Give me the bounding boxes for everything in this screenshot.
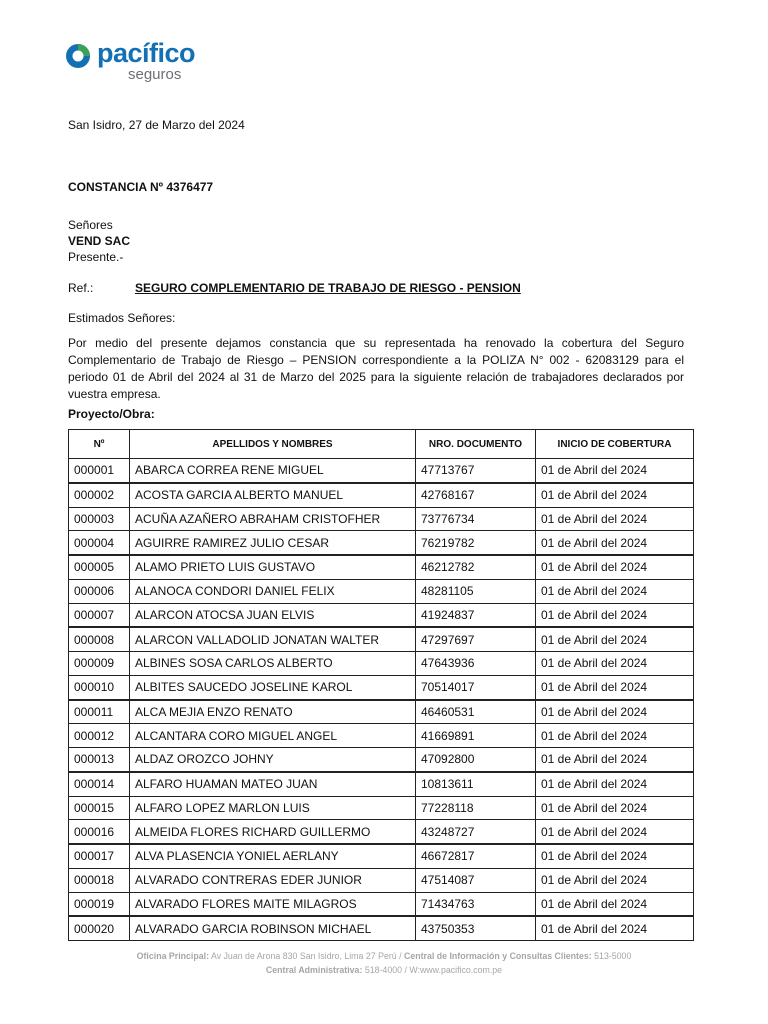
table-row	[69, 603, 694, 627]
presente: Presente.-	[68, 250, 124, 264]
cell-number: 000004	[69, 531, 130, 555]
table-row	[69, 579, 694, 603]
cell-coverage-start: 01 de Abril del 2024	[536, 531, 694, 555]
table-row	[69, 459, 694, 483]
cell-coverage-start: 01 de Abril del 2024	[536, 724, 694, 748]
header-document: NRO. DOCUMENTO	[416, 430, 536, 459]
cell-name: ALANOCA CONDORI DANIEL FELIX	[130, 579, 416, 603]
cell-coverage-start: 01 de Abril del 2024	[536, 579, 694, 603]
footer-website-link[interactable]: www.pacifico.com.pe	[419, 965, 503, 975]
cell-number: 000008	[69, 627, 130, 651]
cell-document: 10813611	[416, 772, 536, 796]
cell-document: 70514017	[416, 675, 536, 699]
table-row	[69, 820, 694, 844]
cell-coverage-start: 01 de Abril del 2024	[536, 892, 694, 916]
cell-document: 47297697	[416, 627, 536, 651]
cell-number: 000005	[69, 555, 130, 579]
cell-document: 46672817	[416, 844, 536, 868]
cell-name: ALVARADO CONTRERAS EDER JUNIOR	[130, 868, 416, 892]
logo-subtitle: seguros	[128, 66, 182, 83]
cell-name: ALBITES SAUCEDO JOSELINE KAROL	[130, 675, 416, 699]
cell-document: 76219782	[416, 531, 536, 555]
cell-number: 000011	[69, 700, 130, 724]
cell-coverage-start: 01 de Abril del 2024	[536, 700, 694, 724]
cell-coverage-start: 01 de Abril del 2024	[536, 916, 694, 940]
cell-number: 000003	[69, 507, 130, 531]
footer-admin-label: Central Administrativa:	[265, 965, 363, 975]
cell-document: 47092800	[416, 748, 536, 772]
cell-document: 47713767	[416, 459, 536, 483]
cell-number: 000007	[69, 603, 130, 627]
cell-number: 000017	[69, 844, 130, 868]
cell-document: 48281105	[416, 579, 536, 603]
footer-info-label: Central de Información y Consultas Clientes:	[404, 951, 592, 961]
table-row	[69, 748, 694, 772]
footer-office-label: Oficina Principal:	[136, 951, 210, 961]
cell-number: 000020	[69, 916, 130, 940]
cell-coverage-start: 01 de Abril del 2024	[536, 459, 694, 483]
header-coverage-start: INICIO DE COBERTURA	[536, 430, 694, 459]
cell-name: ALCANTARA CORO MIGUEL ANGEL	[130, 724, 416, 748]
cell-name: ALVARADO GARCIA ROBINSON MICHAEL	[130, 916, 416, 940]
table-row	[69, 483, 694, 507]
table-row	[69, 627, 694, 651]
header-number: Nº	[69, 430, 130, 459]
project-label: Proyecto/Obra:	[68, 407, 155, 421]
table-row	[69, 531, 694, 555]
cell-coverage-start: 01 de Abril del 2024	[536, 603, 694, 627]
cell-number: 000001	[69, 459, 130, 483]
table-row	[69, 700, 694, 724]
cell-number: 000013	[69, 748, 130, 772]
cell-number: 000012	[69, 724, 130, 748]
cell-document: 77228118	[416, 796, 536, 820]
cell-name: AGUIRRE RAMIREZ JULIO CESAR	[130, 531, 416, 555]
table-row	[69, 796, 694, 820]
cell-name: ALCA MEJIA ENZO RENATO	[130, 700, 416, 724]
cell-coverage-start: 01 de Abril del 2024	[536, 796, 694, 820]
cell-coverage-start: 01 de Abril del 2024	[536, 627, 694, 651]
recipient-name: VEND SAC	[68, 234, 131, 248]
cell-document: 43750353	[416, 916, 536, 940]
header-names: APELLIDOS Y NOMBRES	[130, 430, 416, 459]
workers-table	[68, 429, 694, 941]
cell-number: 000006	[69, 579, 130, 603]
cell-name: ALVARADO FLORES MAITE MILAGROS	[130, 892, 416, 916]
cell-number: 000014	[69, 772, 130, 796]
logo-wordmark: pacífico	[97, 38, 196, 68]
cell-document: 73776734	[416, 507, 536, 531]
ref-label: Ref.:	[68, 281, 94, 295]
cell-name: ALFARO HUAMAN MATEO JUAN	[130, 772, 416, 796]
cell-number: 000009	[69, 652, 130, 676]
table-row	[69, 652, 694, 676]
cell-name: ACUÑA AZAÑERO ABRAHAM CRISTOFHER	[130, 507, 416, 531]
footer-info-phone: 513-5000	[594, 951, 632, 961]
cell-document: 42768167	[416, 483, 536, 507]
cell-document: 43248727	[416, 820, 536, 844]
cell-number: 000016	[69, 820, 130, 844]
cell-name: ALMEIDA FLORES RICHARD GUILLERMO	[130, 820, 416, 844]
cell-document: 46460531	[416, 700, 536, 724]
cell-name: ALARCON VALLADOLID JONATAN WALTER	[130, 627, 416, 651]
letter-date: San Isidro, 27 de Marzo del 2024	[68, 118, 245, 132]
cell-number: 000019	[69, 892, 130, 916]
cell-coverage-start: 01 de Abril del 2024	[536, 772, 694, 796]
table-row	[69, 772, 694, 796]
cell-document: 47514087	[416, 868, 536, 892]
cell-number: 000018	[69, 868, 130, 892]
cell-name: ALFARO LOPEZ MARLON LUIS	[130, 796, 416, 820]
table-row	[69, 892, 694, 916]
table-row	[69, 675, 694, 699]
cell-document: 71434763	[416, 892, 536, 916]
cell-name: ACOSTA GARCIA ALBERTO MANUEL	[130, 483, 416, 507]
footer-line-1	[0, 949, 768, 963]
cell-name: ABARCA CORREA RENE MIGUEL	[130, 459, 416, 483]
ref-subject: SEGURO COMPLEMENTARIO DE TRABAJO DE RIESGO - PENSION	[135, 281, 521, 295]
table-row	[69, 507, 694, 531]
constancia-number: CONSTANCIA Nº 4376477	[68, 180, 214, 194]
table-row	[69, 724, 694, 748]
cell-coverage-start: 01 de Abril del 2024	[536, 748, 694, 772]
footer-line-2	[0, 963, 768, 977]
cell-coverage-start: 01 de Abril del 2024	[536, 675, 694, 699]
table-row	[69, 555, 694, 579]
cell-coverage-start: 01 de Abril del 2024	[536, 844, 694, 868]
footer-office-address: Av Juan de Arona 830 San Isidro, Lima 27 Perú /	[210, 951, 402, 961]
cell-document: 46212782	[416, 555, 536, 579]
pacifico-logo-icon	[64, 42, 92, 70]
cell-name: ALAMO PRIETO LUIS GUSTAVO	[130, 555, 416, 579]
pacifico-logo	[64, 38, 194, 86]
salutation: Señores	[68, 218, 113, 232]
cell-number: 000002	[69, 483, 130, 507]
cell-coverage-start: 01 de Abril del 2024	[536, 868, 694, 892]
cell-document: 41924837	[416, 603, 536, 627]
cell-coverage-start: 01 de Abril del 2024	[536, 555, 694, 579]
cell-coverage-start: 01 de Abril del 2024	[536, 483, 694, 507]
cell-number: 000015	[69, 796, 130, 820]
cell-number: 000010	[69, 675, 130, 699]
cell-name: ALVA PLASENCIA YONIEL AERLANY	[130, 844, 416, 868]
table-header-row	[69, 430, 694, 459]
cell-coverage-start: 01 de Abril del 2024	[536, 652, 694, 676]
cell-name: ALARCON ATOCSA JUAN ELVIS	[130, 603, 416, 627]
cell-coverage-start: 01 de Abril del 2024	[536, 507, 694, 531]
table-row	[69, 916, 694, 940]
cell-document: 41669891	[416, 724, 536, 748]
cell-name: ALBINES SOSA CARLOS ALBERTO	[130, 652, 416, 676]
footer-admin-phone: 518-4000 / W:	[364, 965, 420, 975]
cell-coverage-start: 01 de Abril del 2024	[536, 820, 694, 844]
cell-document: 47643936	[416, 652, 536, 676]
footer	[0, 949, 768, 977]
table-row	[69, 844, 694, 868]
table-row	[69, 868, 694, 892]
body-paragraph: Por medio del presente dejamos constancia que su representada ha renovado la cobertura del Seguro Complementario de Trabajo de Riesgo – PENSION correspondiente a la POLIZA N° 002 - 62083129 para el periodo 01 de Abril del 2024 al 31 de Marzo del 2025 para la siguiente relación de trabajadores declarados por vuestra empresa.	[68, 336, 684, 401]
greeting: Estimados Señores:	[68, 311, 176, 325]
cell-name: ALDAZ OROZCO JOHNY	[130, 748, 416, 772]
